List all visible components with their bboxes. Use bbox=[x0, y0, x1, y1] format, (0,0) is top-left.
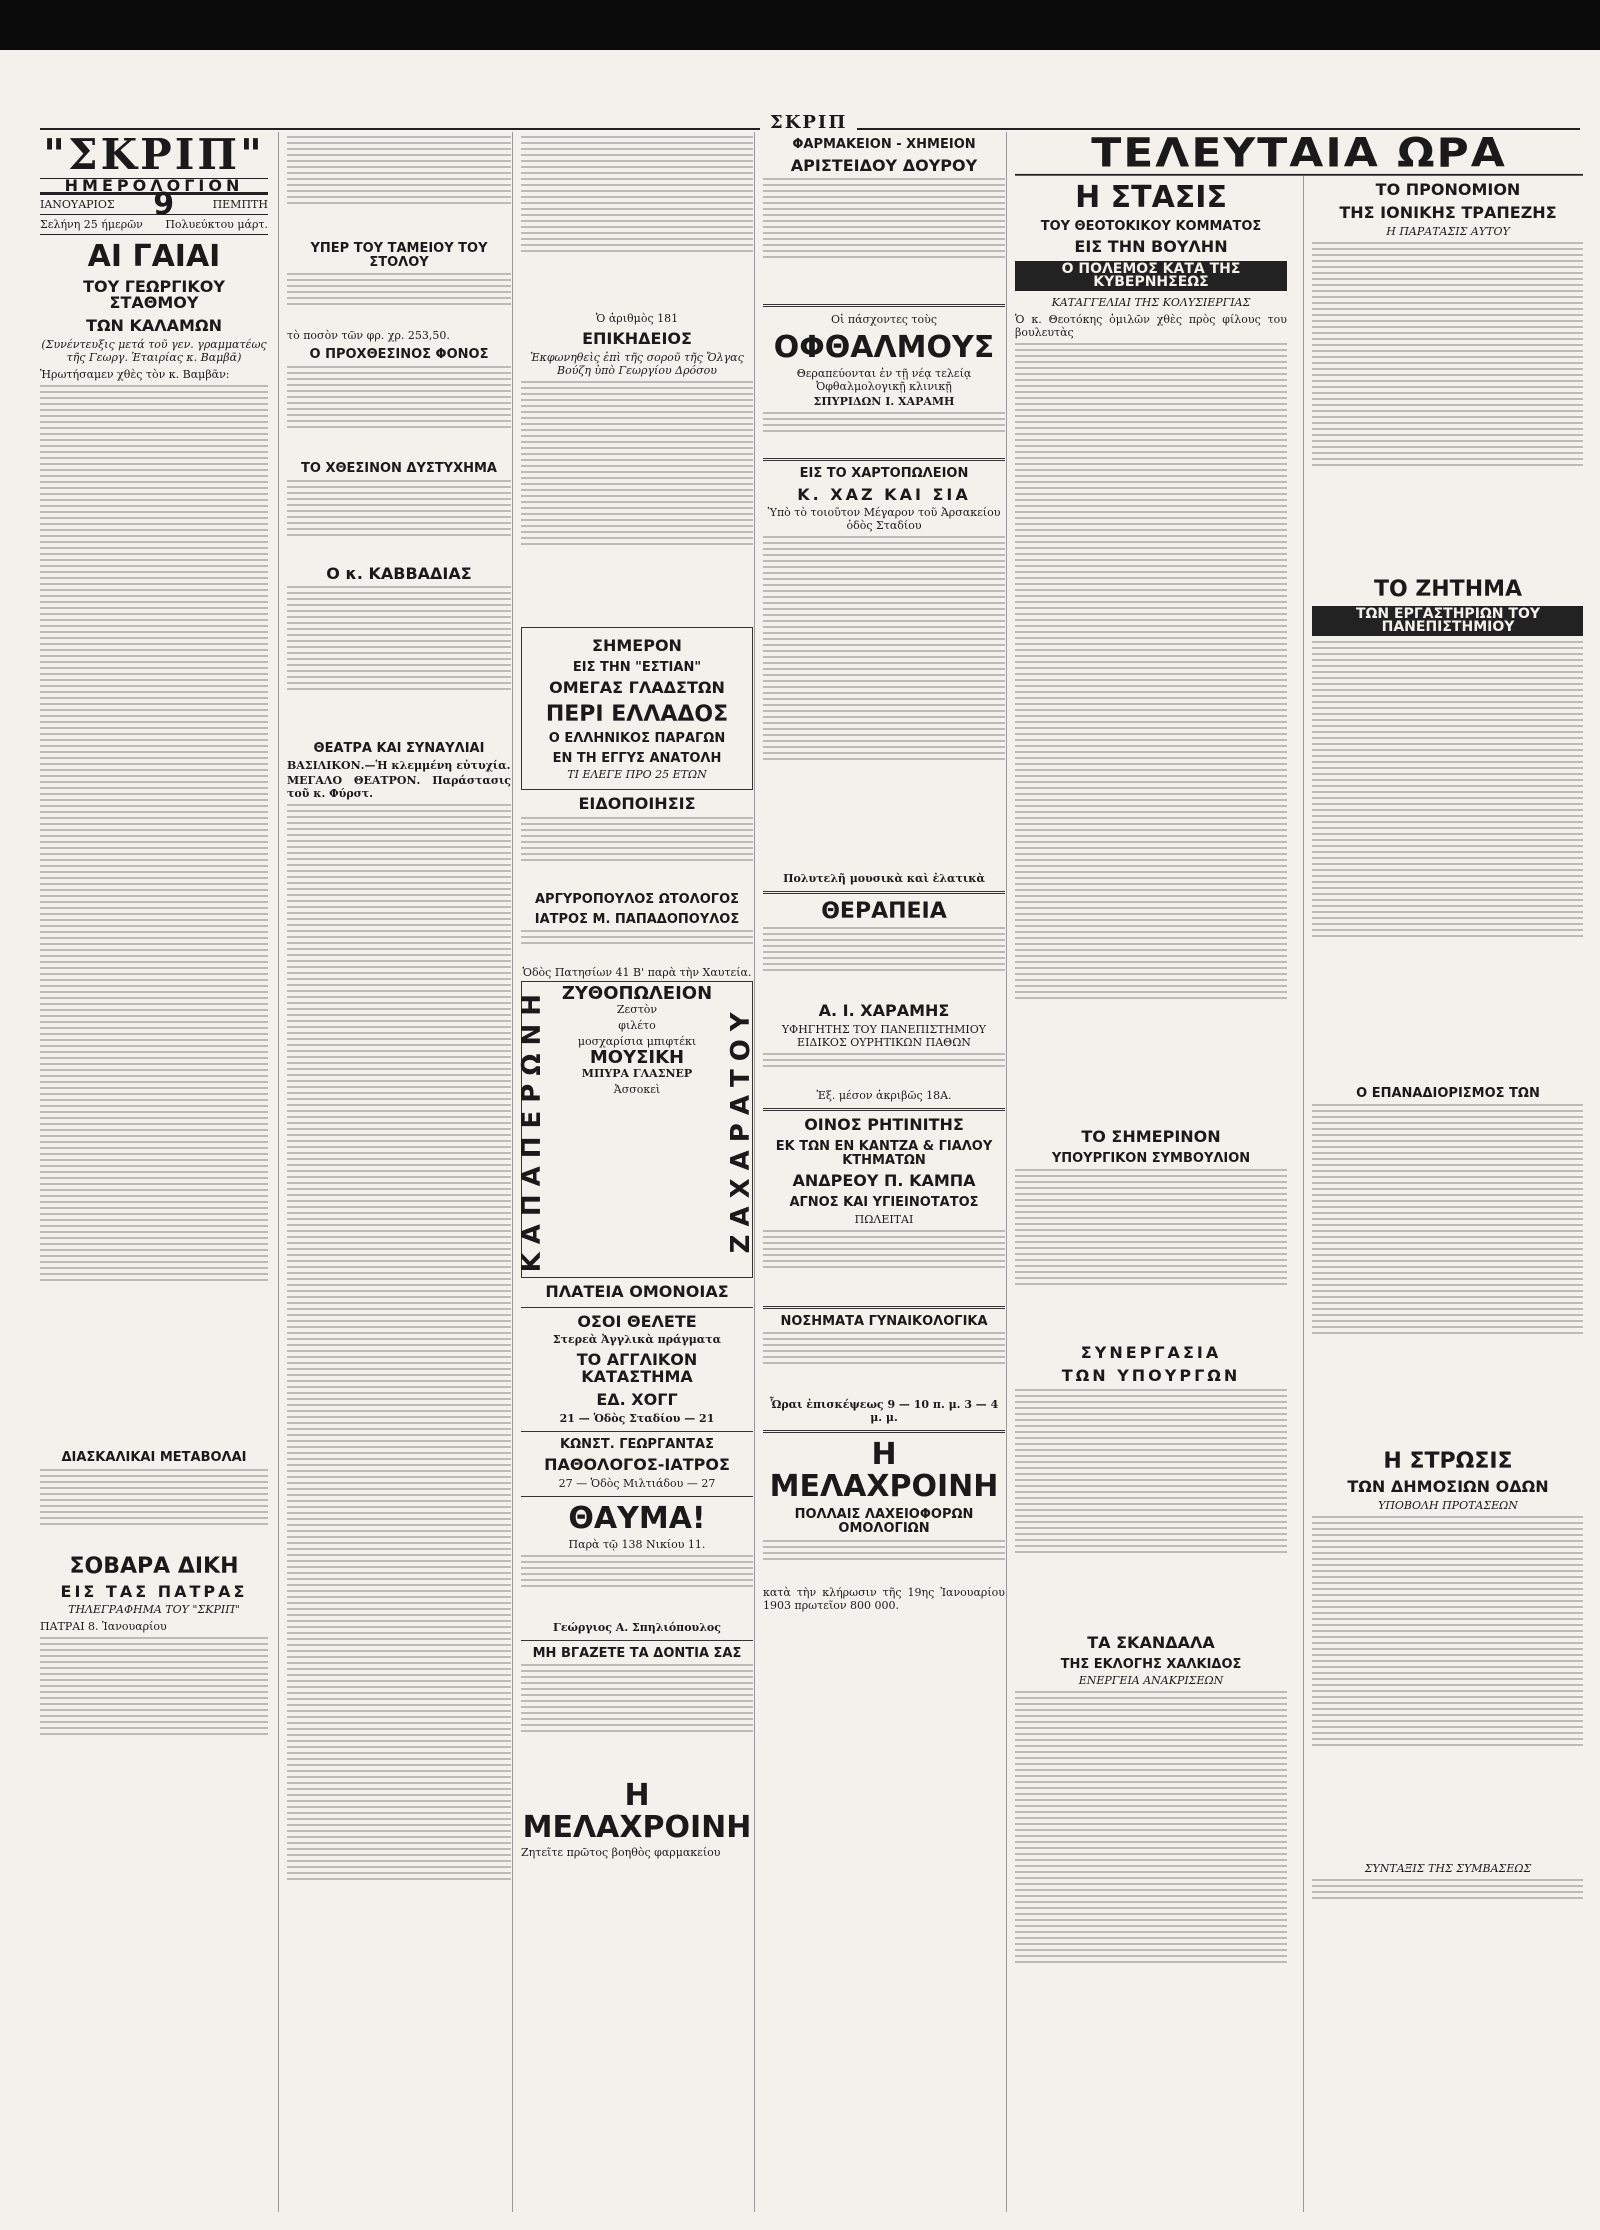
article-title-accident: ΤΟ ΧΘΕΣΙΝΟΝ ΔΥΣΤΥΧΗΜΑ bbox=[301, 460, 497, 476]
column-1 bbox=[40, 132, 276, 2212]
article-title-trial: ΣΟΒΑΡΑ ΔΙΚΗ bbox=[69, 1553, 239, 1579]
body-text-block bbox=[287, 586, 511, 736]
article-title-scandals: ΤΑ ΣΚΑΝΔΑΛΑ bbox=[1087, 1632, 1215, 1652]
column-3 bbox=[512, 132, 761, 2212]
column-5-latest-news bbox=[1006, 132, 1583, 2212]
ad-brewery-line6: Ἀσσοκεὶ bbox=[613, 1083, 661, 1097]
ad-brewery-line2: φιλέτο bbox=[618, 1019, 656, 1033]
divider bbox=[763, 1430, 1005, 1433]
ad-english-store-title: ΟΣΟΙ ΘΕΛΕΤΕ bbox=[577, 1311, 697, 1331]
telegram-lead: ΠΑΤΡΑΙ 8. Ἰανουαρίου bbox=[40, 1620, 167, 1634]
article-title-trial-line2: ΕΙΣ ΤΑΣ ΠΑΤΡΑΣ bbox=[60, 1581, 248, 1601]
body-text-block bbox=[1015, 1691, 1287, 2091]
ad-wine-line1: ΑΓΝΟΣ ΚΑΙ ΥΓΙΕΙΝΟΤΑΤΟΣ bbox=[789, 1195, 979, 1211]
ad-melachroini-sub: ΠΟΛΛΑΙΣ ΛΑΧΕΙΟΦΟΡΩΝ ΟΜΟΛΟΓΙΩΝ bbox=[794, 1507, 974, 1537]
body-text-block bbox=[763, 927, 1005, 997]
ad-estia bbox=[521, 627, 753, 791]
column-4 bbox=[754, 132, 1013, 2212]
newspaper-logo: "ΣΚΡΙΠ" bbox=[43, 132, 265, 179]
ad-brewery-line3: μοσχαρίσια μπιφτέκι bbox=[577, 1035, 697, 1049]
ad-notice-title: ΕΙΔΟΠΟΙΗΣΙΣ bbox=[578, 794, 696, 814]
body-text-block bbox=[763, 1332, 1005, 1392]
article-title-cooperation-line2: ΤΩΝ ΥΠΟΥΡΓΩΝ bbox=[1061, 1366, 1241, 1386]
ad-pharmacy-name: ΑΡΙΣΤΕΙΔΟΥ ΔΟΥΡΟΥ bbox=[790, 155, 978, 175]
ad-otologist-title: ΑΡΓΥΡΟΠΟΥΛΟΣ ΩΤΟΛΟΓΟΣ bbox=[534, 892, 740, 908]
ad-melachroini-text: Ζητεῖτε πρῶτος βοηθὸς φαρμακείου bbox=[521, 1846, 721, 1860]
divider bbox=[763, 1306, 1005, 1309]
ad-brewery-center bbox=[543, 983, 731, 1272]
body-text-block bbox=[521, 817, 753, 887]
divider bbox=[763, 304, 1005, 307]
article-title-theatres: ΘΕΑΤΡΑ ΚΑΙ ΣΥΝΑΥΛΙΑΙ bbox=[313, 741, 485, 757]
body-text-block bbox=[287, 480, 511, 560]
moon-age: Σελήνη 25 ήμερῶν bbox=[40, 218, 143, 231]
day-number: 9 bbox=[153, 187, 175, 222]
ad-stationer-address: Ὑπὸ τὸ τοιοῦτον Μέγαρον τοῦ Ἀρσακείου ὁδὸς Σταδίου bbox=[767, 506, 1001, 533]
ad-stationer-title: ΕΙΣ ΤΟ ΧΑΡΤΟΠΩΛΕΙΟΝ bbox=[799, 465, 969, 481]
article-stance-lead: Ὁ κ. Θεοτόκης ὁμιλῶν χθὲς πρὸς φίλους του βουλευτὰς bbox=[1015, 312, 1287, 339]
article-title-cooperation: ΣΥΝΕΡΓΑΣΙΑ bbox=[1080, 1343, 1222, 1363]
ad-miracle-title: ΘΑΥΜΑ! bbox=[568, 1501, 706, 1537]
running-masthead: ΣΚΡΙΠ bbox=[760, 112, 857, 133]
ad-estia-line3: ΤΙ ΕΛΕΓΕ ΠΡΟ 25 ΕΤΩΝ bbox=[567, 768, 707, 782]
ad-doctor-name: ΚΩΝΣΤ. ΓΕΩΡΓΑΝΤΑΣ bbox=[560, 1436, 714, 1452]
article-title-privilege: ΤΟ ΠΡΟΝΟΜΙΟΝ bbox=[1375, 180, 1521, 199]
body-text-block bbox=[521, 1664, 753, 1774]
body-text-block bbox=[521, 930, 753, 960]
body-text-block bbox=[1312, 1104, 1583, 1444]
body-text-block bbox=[1312, 1879, 1583, 1919]
body-text-block bbox=[1015, 1169, 1287, 1339]
body-text-block bbox=[287, 366, 511, 456]
ad-brewery-beer: ΜΠΥΡΑ ΓΛΑΣΝΕΡ bbox=[581, 1067, 693, 1081]
ad-eyes-pre: Οἱ πάσχοντες τοὺς bbox=[831, 313, 937, 327]
divider bbox=[763, 1108, 1005, 1111]
ad-gynecology-hours: Ὧραι ἐπισκέψεως 9 — 10 π. μ. 3 — 4 μ. μ. bbox=[769, 1398, 999, 1425]
body-text-block bbox=[521, 1555, 753, 1615]
body-text-block bbox=[763, 178, 1005, 298]
ad-estia-today: ΣΗΜΕΡΟΝ bbox=[592, 635, 682, 655]
body-text-block bbox=[763, 1230, 1005, 1300]
ad-brewery bbox=[517, 981, 756, 1277]
ad-brewery-line1: Ζεστὸν bbox=[616, 1003, 658, 1017]
divider bbox=[521, 1307, 753, 1308]
ad-english-store-address: 21 — Ὁδὸς Σταδίου — 21 bbox=[559, 1411, 715, 1425]
ad-estia-line1: Ο ΕΛΛΗΝΙΚΟΣ ΠΑΡΑΓΩΝ bbox=[548, 731, 726, 747]
divider bbox=[763, 891, 1005, 894]
body-text-block bbox=[1312, 641, 1583, 1081]
article-title-lands-line2: ΤΟΥ ΓΕΩΡΓΙΚΟΥ ΣΤΑΘΜΟΥ bbox=[83, 276, 225, 313]
ad-estia-line2: ΕΝ ΤΗ ΕΓΓΥΣ ΑΝΑΤΟΛΗ bbox=[552, 750, 722, 766]
article-title-stance-line3: ΕΙΣ ΤΗΝ ΒΟΥΛΗΝ bbox=[1074, 237, 1228, 257]
article-title-paving: Η ΣΤΡΩΣΙΣ bbox=[1383, 1449, 1513, 1475]
article-title-teacher-changes: ΔΙΑΣΚΑΛΙΚΑΙ ΜΕΤΑΒΟΛΑΙ bbox=[61, 1449, 247, 1465]
ad-brewery-right-vertical: ΖΑΧΑΡΑΤΟΥ bbox=[726, 1005, 756, 1255]
ad-wine-sub: ΕΚ ΤΩΝ ΕΝ ΚΑΝΤΖΑ & ΓΙΑΛΟΥ ΚΤΗΜΑΤΩΝ bbox=[775, 1139, 993, 1168]
body-text-block bbox=[40, 1637, 268, 1777]
ad-therapy-address: Ἐξ. μέσον ἀκριβῶς 18Α. bbox=[816, 1089, 952, 1103]
body-text-block bbox=[763, 412, 1005, 452]
ad-brewery-left-vertical: ΚΑΠΑΠΕΡΩΝΗ bbox=[517, 986, 547, 1273]
article-title-stance-line2: ΤΟΥ ΘΕΟΤΟΚΙΚΟΥ ΚΟΜΜΑΤΟΣ bbox=[1040, 218, 1262, 234]
ad-therapy-doctor: Α. Ι. ΧΑΡΑΜΗΣ bbox=[818, 1001, 950, 1021]
body-text-block bbox=[1312, 1516, 1583, 1856]
article-scandals-caption: ΕΝΕΡΓΕΙΑ ΑΝΑΚΡΙΣΕΩΝ bbox=[1078, 1674, 1224, 1688]
ad-wine-line2: ΠΩΛΕΙΤΑΙ bbox=[854, 1212, 914, 1226]
ad-wine-owner: ΑΝΔΡΕΟΥ Π. ΚΑΜΠΑ bbox=[792, 1171, 976, 1191]
latest-hour-banner: ΤΕΛΕΥΤΑΙΑ ΩΡΑ bbox=[1015, 134, 1583, 175]
ad-doctor-address: 27 — Ὁδὸς Μιλτιάδου — 27 bbox=[558, 1477, 716, 1491]
weekday: ΠΕΜΠΤΗ bbox=[212, 198, 268, 211]
issue-number-note: Ὁ ἀριθμὸς 181 bbox=[595, 312, 679, 325]
body-text-block bbox=[1312, 242, 1583, 572]
masthead bbox=[40, 132, 268, 195]
article-privilege-caption: Η ΠΑΡΑΤΑΣΙΣ ΑΥΤΟΥ bbox=[1386, 224, 1510, 238]
ad-brewery-music: ΜΟΥΣΙΚΗ bbox=[589, 1047, 685, 1069]
ad-teeth-title: ΜΗ ΒΓΑΖΕΤΕ ΤΑ ΔΟΝΤΙΑ ΣΑΣ bbox=[532, 1645, 742, 1661]
article-title-kavvadias: Ο κ. ΚΑΒΒΑΔΙΑΣ bbox=[326, 563, 472, 583]
body-text-block bbox=[521, 381, 753, 621]
article-title-privilege-line2: ΤΗΣ ΙΟΝΙΚΗΣ ΤΡΑΠΕΖΗΣ bbox=[1339, 202, 1557, 222]
ad-english-store-line1: Στερεὰ Ἀγγλικὰ πράγματα bbox=[552, 1333, 722, 1347]
body-text-block bbox=[40, 1469, 268, 1549]
divider bbox=[763, 458, 1005, 461]
ad-stationer-footer: Πολυτελῆ μουσικὰ καὶ ἐλατικὰ bbox=[783, 872, 985, 886]
article-title-eulogy: ΕΠΙΚΗΔΕΙΟΣ bbox=[582, 329, 692, 348]
ad-melachroini-title-2: Η ΜΕΛΑΧΡΟΙΝΗ bbox=[769, 1437, 999, 1504]
body-text-block bbox=[1015, 1389, 1287, 1629]
article-title-stance: Η ΣΤΑΣΙΣ bbox=[1075, 180, 1227, 215]
divider bbox=[521, 1431, 753, 1432]
ad-eyes-line1: Θεραπεύονται ἐν τῇ νέᾳ τελείᾳ Ὀφθαλμολογικῇ κλινικῇ bbox=[796, 366, 972, 393]
eulogy-caption: Ἐκφωνηθεὶς ἐπὶ τῆς σοροῦ τῆς Ὄλγας Βούζη ὑπὸ Γεωργίου Δρόσου bbox=[530, 350, 744, 377]
body-text-block bbox=[521, 136, 753, 306]
calendar-heading: ΗΜΕΡΟΛΟΓΙΟΝ bbox=[40, 178, 268, 193]
article-title-reappointment: Ο ΕΠΑΝΑΔΙΟΡΙΣΜΟΣ ΤΩΝ bbox=[1356, 1085, 1540, 1101]
article-caption-interview: (Συνέντευξις μετά τοῦ γεν. γραμματέως τῆς Γεωργ. Ἑταιρίας κ. Βαμβᾶ) bbox=[41, 337, 267, 364]
ad-english-store-owner: ΕΔ. ΧΟΓΓ bbox=[596, 1390, 678, 1410]
body-text-block bbox=[287, 804, 511, 2184]
article-issue-banner: ΤΩΝ ΕΡΓΑΣΤΗΡΙΩΝ ΤΟΥ ΠΑΝΕΠΙΣΤΗΜΙΟΥ bbox=[1312, 606, 1583, 636]
article-paving-caption: ΥΠΟΒΟΛΗ ΠΡΟΤΑΣΕΩΝ bbox=[1378, 1499, 1518, 1513]
article-title-cabinet: ΤΟ ΣΗΜΕΡΙΝΟΝ bbox=[1081, 1126, 1221, 1146]
ad-pharmacy-title: ΦΑΡΜΑΚΕΙΟΝ - ΧΗΜΕΙΟΝ bbox=[792, 137, 976, 152]
ad-stationer-name: Κ. ΧΑΖ ΚΑΙ ΣΙΑ bbox=[797, 484, 971, 504]
article-title-fleet-fund: ΥΠΕΡ ΤΟΥ ΤΑΜΕΙΟΥ ΤΟΥ ΣΤΟΛΟΥ bbox=[310, 241, 488, 270]
ad-wine-title: ΟΙΝΟΣ ΡΗΤΙΝΙΤΗΣ bbox=[804, 1115, 964, 1135]
article-stance-banner: Ο ΠΟΛΕΜΟΣ ΚΑΤΑ ΤΗΣ ΚΥΒΕΡΝΗΣΕΩΣ bbox=[1015, 261, 1287, 291]
article-lead: Ἠρωτήσαμεν χθὲς τὸν κ. Βαμβᾶν: bbox=[40, 367, 230, 381]
body-text-block bbox=[287, 273, 511, 323]
article-title-issue: ΤΟ ΖΗΤΗΜΑ bbox=[1373, 576, 1523, 602]
article-title-lands-line3: ΤΩΝ ΚΑΛΑΜΩΝ bbox=[86, 316, 222, 336]
body-text-block bbox=[287, 136, 511, 236]
ad-estia-about-greece: ΠΕΡΙ ΕΛΛΑΔΟΣ bbox=[545, 702, 729, 728]
saint-of-day: Πολυεύκτου μάρτ. bbox=[165, 218, 268, 231]
article-title-paving-line2: ΤΩΝ ΔΗΜΟΣΙΩΝ ΟΔΩΝ bbox=[1347, 1477, 1549, 1497]
ad-melachroini-title: Η ΜΕΛΑΧΡΟΙΝΗ bbox=[522, 1778, 752, 1845]
theatre-royal-line: ΒΑΣΙΛΙΚΟΝ.—Ἡ κλεμμένη εὐτυχία. bbox=[287, 759, 511, 772]
body-text-block bbox=[763, 536, 1005, 866]
page-header bbox=[40, 112, 1580, 133]
ad-eyes-title: ΟΦΘΑΛΜΟΥΣ bbox=[773, 330, 995, 366]
month: ΙΑΝΟΥΑΡΙΟΣ bbox=[40, 198, 115, 211]
body-text-block bbox=[763, 1540, 1005, 1580]
ad-english-store-name: ΤΟ ΑΓΓΛΙΚΟΝ ΚΑΤΑΣΤΗΜΑ bbox=[576, 1350, 698, 1387]
article-title-cabinet-line2: ΥΠΟΥΡΓΙΚΟΝ ΣΥΜΒΟΥΛΙΟΝ bbox=[1051, 1150, 1251, 1166]
ad-melachroini-text-2: κατὰ τὴν κλήρωσιν τῆς 19ης Ἰανουαρίου 1903 πρωτεῖον 800 000. bbox=[763, 1585, 1005, 1612]
article-contract-caption: ΣΥΝΤΑΞΙΣ ΤΗΣ ΣΥΜΒΑΣΕΩΣ bbox=[1364, 1862, 1532, 1876]
article-title-lands: ΑΙ ΓΑΙΑΙ bbox=[87, 239, 221, 274]
ad-therapy-title: ΘΕΡΑΠΕΙΑ bbox=[821, 899, 947, 925]
divider bbox=[521, 1640, 753, 1641]
body-text-block bbox=[40, 385, 268, 1445]
ad-brewery-address: ΠΛΑΤΕΙΑ ΟΜΟΝΟΙΑΣ bbox=[545, 1281, 729, 1301]
column-2 bbox=[278, 132, 519, 2212]
ad-eyes-doctor: ΣΠΥΡΙΔΩΝ Ι. ΧΑΡΑΜΗ bbox=[813, 394, 955, 408]
fleet-fund-amount: τὸ ποσὸν τῶν φρ. χρ. 253,50. bbox=[287, 329, 450, 343]
body-text-block bbox=[763, 1053, 1005, 1083]
article-stance-caption: ΚΑΤΑΓΓΕΛΙΑΙ ΤΗΣ ΚΟΛΥΣΙΕΡΓΙΑΣ bbox=[1051, 295, 1251, 309]
divider bbox=[521, 1496, 753, 1497]
latest-news-left bbox=[1015, 176, 1287, 2212]
article-title-scandals-line2: ΤΗΣ ΕΚΛΟΓΗΣ ΧΑΛΚΙΔΟΣ bbox=[1060, 1656, 1242, 1672]
ad-doctor-title: ΠΑΘΟΛΟΓΟΣ-ΙΑΤΡΟΣ bbox=[544, 1455, 730, 1475]
ad-gynecology-title: ΝΟΣΗΜΑΤΑ ΓΥΝΑΙΚΟΛΟΓΙΚΑ bbox=[780, 1313, 988, 1329]
latest-news-right bbox=[1303, 176, 1583, 2212]
ad-estia-in: ΕΙΣ ΤΗΝ "ΕΣΤΙΑΝ" bbox=[572, 659, 702, 675]
theatre-grand-line: ΜΕΓΑΛΟ ΘΕΑΤΡΟΝ. Παράστασις τοῦ κ. Φύρστ. bbox=[287, 774, 511, 800]
article-title-murder: Ο ΠΡΟΧΘΕΣΙΝΟΣ ΦΟΝΟΣ bbox=[309, 347, 489, 363]
scan-black-border bbox=[0, 0, 1600, 50]
ad-otologist-address: Ὁδὸς Πατησίων 41 Β' παρὰ τὴν Χαυτεία. bbox=[522, 966, 752, 980]
ad-otologist-doctor: ΙΑΤΡΟΣ Μ. ΠΑΠΑΔΟΠΟΥΛΟΣ bbox=[534, 911, 740, 927]
ad-brewery-title: ΖΥΘΟΠΩΛΕΙΟΝ bbox=[561, 983, 713, 1005]
ad-miracle-sub: Παρὰ τῷ 138 Νικίου 11. bbox=[568, 1537, 706, 1551]
ad-miracle-signature: Γεώργιος Α. Σπηλιόπουλος bbox=[553, 1620, 721, 1634]
body-text-block bbox=[1015, 343, 1287, 1123]
telegram-caption: ΤΗΛΕΓΡΑΦΗΜΑ ΤΟΥ "ΣΚΡΙΠ" bbox=[68, 1603, 240, 1617]
ad-therapy-sub: ΥΦΗΓΗΤΗΣ ΤΟΥ ΠΑΝΕΠΙΣΤΗΜΙΟΥ ΕΙΔΙΚΟΣ ΟΥΡΗΤΙΚΩΝ ΠΑΘΩΝ bbox=[781, 1023, 987, 1050]
ad-estia-gladstone: ΟΜΕΓΑΣ ΓΛΑΔΣΤΩΝ bbox=[549, 678, 725, 698]
dateline bbox=[40, 187, 268, 222]
